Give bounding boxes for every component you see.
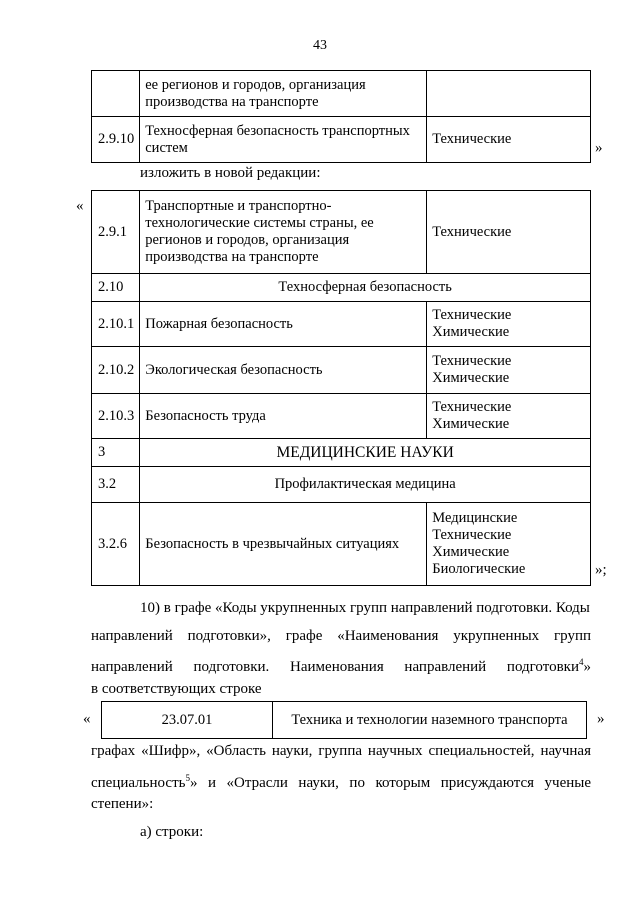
branch-line: Химические <box>432 324 510 340</box>
paragraph-line: степени»: <box>91 796 154 812</box>
branch-line: Технические <box>432 527 512 543</box>
table-old-rows <box>91 70 591 163</box>
code-cell: 3.2.6 <box>92 503 140 586</box>
branch-cell <box>427 71 591 117</box>
table-new-rows <box>91 190 591 586</box>
paragraph-text: » <box>583 659 591 675</box>
table-row <box>92 439 591 467</box>
paragraph-text: специальность <box>91 775 186 791</box>
table-row <box>92 71 591 117</box>
page-number: 43 <box>313 38 327 53</box>
name-cell: Техносферная безопасность транспортных систем <box>140 117 427 163</box>
opening-quote: « <box>76 198 84 214</box>
branch-line: Химические <box>432 544 510 560</box>
closing-quote: » <box>595 140 603 156</box>
code-cell <box>92 71 140 117</box>
group-header-cell: Техносферная безопасность <box>140 274 591 302</box>
name-cell: Безопасность в чрезвычайных ситуациях <box>140 503 427 586</box>
table-row <box>92 274 591 302</box>
code-cell: 23.07.01 <box>102 702 273 739</box>
branch-line: Медицинские <box>432 510 518 526</box>
code-cell: 2.10.2 <box>92 347 140 394</box>
branch-line: Химические <box>432 370 510 386</box>
paragraph-line: в соответствующих строке <box>91 681 262 697</box>
opening-quote: « <box>83 711 91 727</box>
table-row <box>92 394 591 439</box>
paragraph-line: 10) в графе «Коды укрупненных групп направлений подготовки. Коды <box>140 600 590 616</box>
table-row <box>92 117 591 163</box>
branch-cell: Технические <box>427 117 591 163</box>
table-row <box>102 702 587 739</box>
branch-line: Технические <box>432 307 512 323</box>
branch-line: Технические <box>432 399 512 415</box>
paragraph-line: графах «Шифр», «Область науки, группа научных специальностей, научная <box>91 743 591 759</box>
code-cell: 2.9.1 <box>92 191 140 274</box>
branch-line: Химические <box>432 416 510 432</box>
table-direction <box>101 701 587 739</box>
table-row <box>92 503 591 586</box>
branch-cell <box>427 302 591 347</box>
paragraph-line: направлений подготовки», графе «Наименования укрупненных групп <box>91 628 591 644</box>
paragraph-line <box>91 654 591 676</box>
branch-cell <box>427 503 591 586</box>
name-cell: Экологическая безопасность <box>140 347 427 394</box>
section-header-cell: МЕДИЦИНСКИЕ НАУКИ <box>140 439 591 467</box>
name-cell: Пожарная безопасность <box>140 302 427 347</box>
list-item-a: а) строки: <box>140 824 204 840</box>
branch-cell <box>427 394 591 439</box>
code-cell: 2.9.10 <box>92 117 140 163</box>
paragraph-text: » и «Отрасли науки, по которым присуждаются ученые <box>189 775 591 791</box>
name-cell: Техника и технологии наземного транспорта <box>273 702 587 739</box>
table-row <box>92 302 591 347</box>
closing-quote: » <box>597 711 605 727</box>
code-cell: 2.10.3 <box>92 394 140 439</box>
code-cell: 2.10 <box>92 274 140 302</box>
table-row <box>92 347 591 394</box>
paragraph-line <box>91 770 591 792</box>
code-cell: 3 <box>92 439 140 467</box>
table-row <box>92 191 591 274</box>
table-row <box>92 467 591 503</box>
name-cell: Транспортные и транспортно-технологические системы страны, ее регионов и городов, организация производства на транспорте <box>140 191 427 274</box>
branch-cell <box>427 347 591 394</box>
closing-quote: »; <box>595 562 607 578</box>
name-cell: Безопасность труда <box>140 394 427 439</box>
branch-line: Технические <box>432 353 512 369</box>
code-cell: 3.2 <box>92 467 140 503</box>
branch-cell: Технические <box>427 191 591 274</box>
paragraph-text: направлений подготовки. Наименования направлений подготовки <box>91 659 579 675</box>
branch-line: Биологические <box>432 561 526 577</box>
code-cell: 2.10.1 <box>92 302 140 347</box>
footnote-mark: 4 <box>579 657 584 667</box>
name-cell: ее регионов и городов, организация производства на транспорте <box>140 71 427 117</box>
footnote-mark: 5 <box>185 773 190 783</box>
instruction-text: изложить в новой редакции: <box>140 165 321 181</box>
group-header-cell: Профилактическая медицина <box>140 467 591 503</box>
